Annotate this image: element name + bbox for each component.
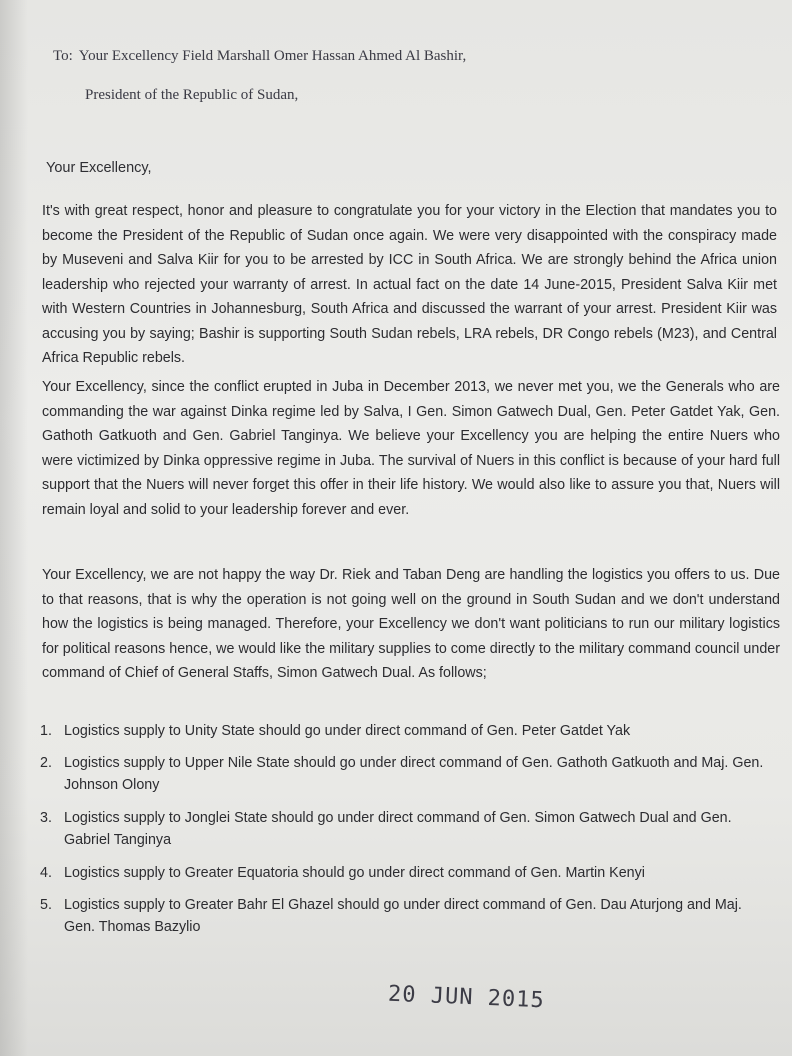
list-item <box>40 807 776 851</box>
list-item-number: 2. <box>40 755 52 771</box>
list-item-number: 3. <box>40 810 52 826</box>
list-item-number: 5. <box>40 897 52 913</box>
list-item <box>40 752 776 796</box>
list-item-number: 4. <box>40 865 52 881</box>
recipient-line <box>53 48 466 65</box>
list-item-text: Logistics supply to Upper Nile State should go under direct command of Gen. Gathoth Gatkuoth and Maj. Gen. Johnson Olony <box>64 755 764 793</box>
to-prefix: To: <box>53 48 73 64</box>
salutation: Your Excellency, <box>46 160 152 176</box>
recipient-title: President of the Republic of Sudan, <box>85 87 299 103</box>
list-item-text: Logistics supply to Jonglei State should go under direct command of Gen. Simon Gatwech Dual and Gen. Gabriel Tanginya <box>64 810 732 848</box>
paragraph-1: It's with great respect, honor and pleasure to congratulate you for your victory in the Election that mandates you to become the President of the Republic of Sudan once again. We were very disappointed with the conspiracy made by Museveni and Salva Kiir for you to be arrested by ICC in South Africa. We are strongly behind the Africa union leadership who rejected your warranty of arrest. In actual fact on the date 14 June-2015, President Salva Kiir met with Western Countries in Johannesburg, South Africa and discussed the warrant of your arrest. President Kiir was accusing you by saying; Bashir is supporting South Sudan rebels, LRA rebels, DR Congo rebels (M23), and Central Africa Republic rebels. <box>42 203 777 366</box>
logistics-list <box>40 720 776 949</box>
page-shadow <box>0 0 28 1056</box>
list-item-number: 1. <box>40 723 52 739</box>
list-item <box>40 894 776 938</box>
list-item-text: Logistics supply to Greater Bahr El Ghazel should go under direct command of Gen. Dau Aturjong and Maj. Gen. Thomas Bazylio <box>64 897 742 935</box>
list-item-text: Logistics supply to Greater Equatoria should go under direct command of Gen. Martin Kenyi <box>64 865 645 881</box>
recipient-name: Your Excellency Field Marshall Omer Hassan Ahmed Al Bashir, <box>78 48 467 64</box>
list-item <box>40 720 776 742</box>
list-item-text: Logistics supply to Unity State should go under direct command of Gen. Peter Gatdet Yak <box>64 723 631 739</box>
paragraph-2: Your Excellency, since the conflict erupted in Juba in December 2013, we never met you, we the Generals who are commanding the war against Dinka regime led by Salva, I Gen. Simon Gatwech Dual, Gen. Peter Gatdet Yak, Gen. Gathoth Gatkuoth and Gen. Gabriel Tanginya. We believe your Excellency you are helping the entire Nuers who were victimized by Dinka oppressive regime in Juba. The survival of Nuers in this conflict is because of your hard full support that the Nuers will never forget this offer in their life history. We would also like to assure you that, Nuers will remain loyal and solid to your leadership forever and ever. <box>42 379 780 518</box>
date-stamp: 20 JUN 2015 <box>387 981 546 1014</box>
paragraph-3: Your Excellency, we are not happy the way Dr. Riek and Taban Deng are handling the logistics you offers to us. Due to that reasons, that is why the operation is not going well on the ground in South Sudan and we don't understand how the logistics is being managed. Therefore, your Excellency we don't want politicians to run our military logistics for political reasons hence, we would like the military supplies to come directly to the military command council under command of Chief of General Staffs, Simon Gatwech Dual. As follows; <box>42 567 780 681</box>
list-item <box>40 862 776 884</box>
